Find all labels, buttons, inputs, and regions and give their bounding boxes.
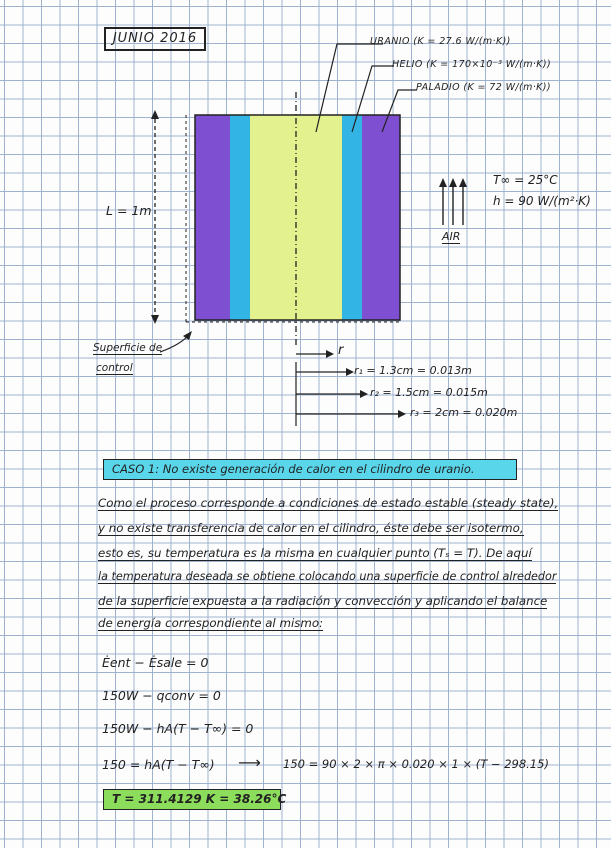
paladio-label: PALADIO (K = 72 W/(m·K))	[416, 82, 552, 93]
palladium-layer-right	[362, 115, 400, 320]
radius-r1: r₁ = 1.3cm = 0.013m	[354, 364, 472, 377]
uranio-label: URANIO (K = 27.6 W/(m·K))	[370, 36, 511, 47]
air-flow-arrows	[439, 178, 467, 225]
control-surface-label-2: control	[96, 362, 133, 374]
page-title: JUNIO 2016	[104, 27, 206, 51]
body-line-5: de la superficie expuesta a la radiación y convección y aplicando el balance	[98, 594, 548, 608]
r-axis-label: r	[338, 343, 344, 358]
implies-arrow: ⟶	[238, 753, 261, 772]
body-line-3: esto es, su temperatura es la misma en cualquier punto (Tₛ = T). De aquí	[98, 546, 532, 560]
newton-cooling-equation: 150W − hA(T − T∞) = 0	[102, 721, 254, 736]
control-surface-label-1: Superficie de	[93, 342, 163, 354]
convection-balance-equation: 150W − qconv = 0	[102, 688, 221, 703]
ambient-temperature: T∞ = 25°C	[493, 173, 558, 187]
body-line-2: y no existe transferencia de calor en el cilindro, éste debe ser isotermo,	[98, 521, 524, 535]
radius-r3: r₃ = 2cm = 0.020m	[410, 406, 518, 419]
energy-balance-equation: Ėent − Ėsale = 0	[102, 655, 209, 670]
air-label: AIR	[442, 230, 461, 243]
body-line-6: de energía correspondiente al mismo:	[98, 616, 324, 630]
radius-r2: r₂ = 1.5cm = 0.015m	[370, 386, 488, 399]
helium-layer-right	[342, 115, 362, 320]
substitution-equation: 150 = hA(T − T∞)	[102, 757, 215, 772]
result-temperature: T = 311.4129 K = 38.26°C	[103, 789, 281, 810]
helio-label: HELIO (K = 170×10⁻³ W/(m·K))	[392, 59, 552, 70]
convection-coefficient: h = 90 W/(m²·K)	[493, 194, 591, 208]
body-line-4: la temperatura deseada se obtiene colocando una superficie de control alrededor	[98, 570, 557, 583]
case-heading: CASO 1: No existe generación de calor en el cilindro de uranio.	[103, 459, 517, 480]
palladium-layer-left	[195, 115, 230, 320]
numeric-equation: 150 = 90 × 2 × π × 0.020 × 1 × (T − 298.15)	[283, 757, 549, 771]
helium-layer-left	[230, 115, 250, 320]
length-label: L = 1m	[106, 203, 152, 218]
body-line-1: Como el proceso corresponde a condiciones de estado estable (steady state),	[98, 496, 559, 510]
